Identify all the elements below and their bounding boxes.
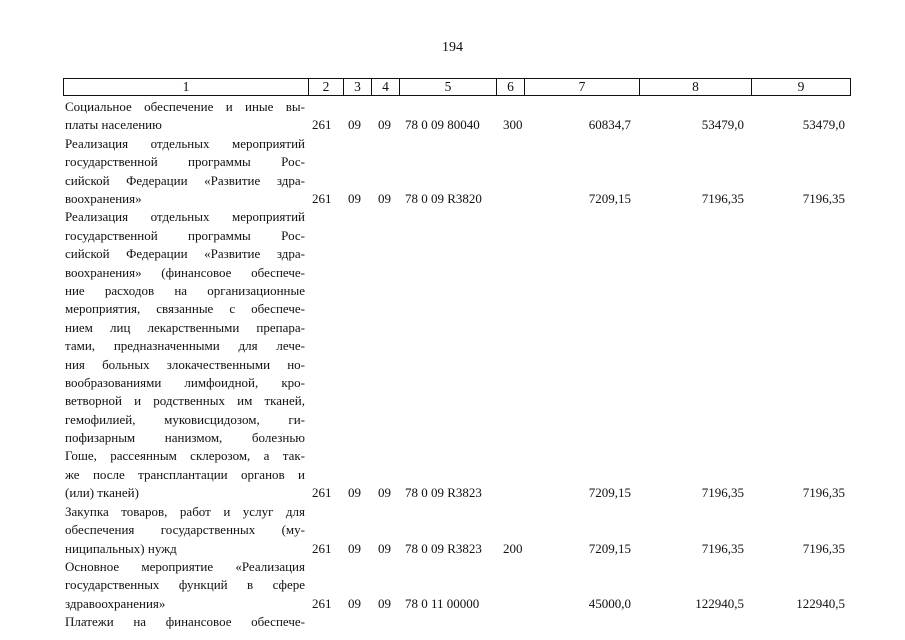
row-name [65, 135, 305, 209]
cell-col-3: 09 [348, 540, 361, 556]
cell-col-5: 78 0 11 00000 [405, 595, 480, 611]
row-name-line: мероприятия, связанные с обеспече- [65, 301, 305, 317]
cell-col-5: 78 0 09 R3823 [405, 540, 482, 556]
row-name-line: государственной программы Рос- [65, 154, 305, 170]
cell-col-5: 78 0 09 80040 [405, 117, 480, 133]
header-col-9: 9 [751, 78, 851, 96]
row-name [65, 613, 305, 631]
row-name-line: ниципальных) нужд [65, 540, 177, 556]
row-name-line: государственных функций в сфере [65, 577, 305, 593]
cell-col-5: 78 0 09 R3823 [405, 485, 482, 501]
row-name-line: же после трансплантации органов и [65, 466, 305, 482]
cell-col-9: 53479,0 [802, 117, 845, 133]
cell-col-2: 261 [312, 540, 332, 556]
cell-col-7: 45000,0 [588, 595, 631, 611]
row-name-line: вообразованиями лимфоидной, кро- [65, 374, 305, 390]
cell-col-2: 261 [312, 485, 332, 501]
cell-col-4: 09 [378, 485, 391, 501]
page-number: 194 [442, 40, 463, 55]
cell-col-7: 7209,15 [588, 190, 631, 206]
cell-col-6: 300 [503, 117, 523, 133]
cell-col-9: 7196,35 [802, 540, 845, 556]
cell-col-9: 7196,35 [802, 190, 845, 206]
row-name [65, 503, 305, 558]
row-name-line: тами, предназначенными для лече- [65, 338, 305, 354]
row-name-line: сийской Федерации «Развитие здра- [65, 172, 305, 188]
cell-col-9: 7196,35 [802, 485, 845, 501]
row-name-line: нием лиц лекарственными препара- [65, 319, 305, 335]
row-name-line: Реализация отдельных мероприятий [65, 209, 305, 225]
cell-col-8: 122940,5 [695, 595, 744, 611]
row-name-line: платы населению [65, 117, 162, 133]
header-col-4: 4 [371, 78, 400, 96]
row-name-line: Закупка товаров, работ и услуг для [65, 503, 305, 519]
cell-col-2: 261 [312, 117, 332, 133]
cell-col-4: 09 [378, 190, 391, 206]
row-name [65, 558, 305, 613]
row-name-line: Социальное обеспечение и иные вы- [65, 99, 305, 114]
cell-col-4: 09 [378, 595, 391, 611]
row-name-line: государственной программы Рос- [65, 227, 305, 243]
cell-col-2: 261 [312, 190, 332, 206]
row-name [65, 208, 305, 502]
row-name [65, 98, 305, 135]
cell-col-4: 09 [378, 117, 391, 133]
row-name-line: пофизарным нанизмом, болезнью [65, 430, 305, 446]
cell-col-2: 261 [312, 595, 332, 611]
cell-col-7: 7209,15 [588, 485, 631, 501]
row-name-line: ния больных злокачественными но- [65, 356, 305, 372]
row-name-line: Гоше, рассеянным склерозом, а так- [65, 448, 305, 464]
row-name-line: здравоохранения» [65, 595, 166, 611]
header-col-2: 2 [308, 78, 344, 96]
cell-col-8: 7196,35 [701, 190, 744, 206]
cell-col-8: 7196,35 [701, 485, 744, 501]
row-name-line: Основное мероприятие «Реализация [65, 559, 305, 574]
cell-col-5: 78 0 09 R3820 [405, 190, 482, 206]
cell-col-3: 09 [348, 190, 361, 206]
row-name-line: обеспечения государственных (му- [65, 522, 305, 538]
header-col-3: 3 [343, 78, 372, 96]
header-col-5: 5 [399, 78, 497, 96]
row-name-line: (или) тканей) [65, 485, 139, 501]
row-name-line: воохранения» (финансовое обеспече- [65, 264, 305, 280]
row-name-line: воохранения» [65, 190, 142, 206]
cell-col-9: 122940,5 [796, 595, 845, 611]
header-col-7: 7 [524, 78, 640, 96]
row-name-line: Платежи на финансовое обеспече- [65, 614, 305, 630]
cell-col-7: 60834,7 [588, 117, 631, 133]
row-name-line: Реализация отдельных мероприятий [65, 135, 305, 151]
cell-col-3: 09 [348, 595, 361, 611]
row-name-line: ние расходов на организационные [65, 282, 305, 298]
cell-col-7: 7209,15 [588, 540, 631, 556]
row-name-line: гемофилией, муковисцидозом, ги- [65, 411, 305, 427]
cell-col-4: 09 [378, 540, 391, 556]
header-col-1: 1 [63, 78, 309, 96]
cell-col-3: 09 [348, 485, 361, 501]
row-name-line: ветворной и родственных им тканей, [65, 393, 305, 409]
cell-col-6: 200 [503, 540, 523, 556]
cell-col-8: 53479,0 [701, 117, 744, 133]
header-col-6: 6 [496, 78, 525, 96]
cell-col-3: 09 [348, 117, 361, 133]
cell-col-8: 7196,35 [701, 540, 744, 556]
header-col-8: 8 [639, 78, 752, 96]
row-name-line: сийской Федерации «Развитие здра- [65, 246, 305, 262]
